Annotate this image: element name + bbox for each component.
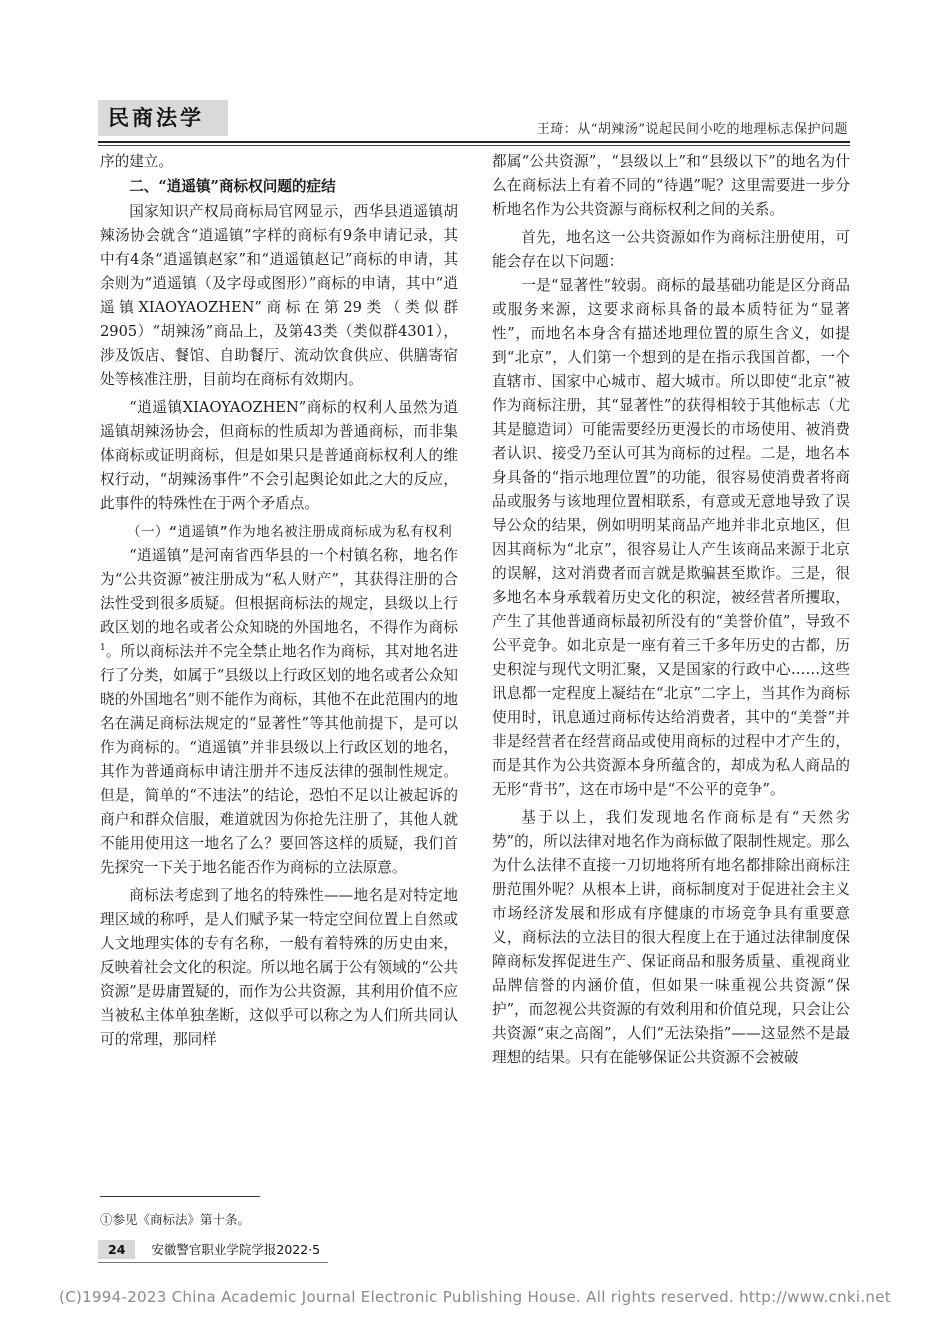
header-rule-thin xyxy=(98,145,850,146)
paragraph: “逍遥镇”是河南省西华县的一个村镇名称，地名作为“公共资源”被注册成为“私人财产”，其获得注册的合法性受到很多质疑。但根据商标法的规定，县级以上行政区划的地名或者公众知晓的外国地名，不得作为商标$^1$。所以商标法并不完全禁止地名作为商标，其对地名进行了分类，如属于“县级以上行政区划的地名或者公众知晓的外国地名”则不能作为商标，其他不在此范围内的地名在满足商标法规定的“显著性”等其他前提下，是可以作为商标的。“逍遥镇”并非县级以上行政区划的地名，其作为普通商标申请注册并不违反法律的强制性规定。但是，简单的“不违法”的结论，恐怕不足以让被起诉的商户和群众信服，难道就因为你抢先注册了，其他人就不能用使用这一地名了么？要回答这样的质疑，我们首先探究一下关于地名能否作为商标的立法原意。 xyxy=(100,547,458,876)
paragraph: 国家知识产权局商标局官网显示，西华县逍遥镇胡辣汤协会就含“逍遥镇”字样的商标有9条申请记录，其中有4条“逍遥镇赵家”和“逍遥镇赵记”商标的申请，其余则为“逍遥镇（及字母或图形）”商标的申请，其中“逍遥镇XIAOYAOZHEN”商标在第29类（类似群2905）“胡辣汤”商品上，及第43类（类似群4301），涉及饭店、餐馆、自助餐厅、流动饮食供应、供膳寄宿处等核准注册，目前均在商标有效期内。 xyxy=(100,203,458,388)
folio xyxy=(98,1240,320,1259)
paragraph: 首先，地名这一公共资源如作为商标注册使用，可能会存在以下问题： xyxy=(492,229,850,270)
header-rule xyxy=(98,141,850,143)
footnote: ①参见《商标法》第十条。 xyxy=(100,1212,251,1227)
paragraph: 一是“显著性”较弱。商标的最基础功能是区分商品或服务来源，这要求商标具备的最本质特征为“显著性”，而地名本身含有描述地理位置的原生含义，如提到“北京”，人们第一个想到的是在指示我国首都，一个直辖市、国家中心城市、超大城市。所以即使“北京”被作为商标注册，其“显著性”的获得相较于其他标志（尤其是臆造词）可能需要经历更漫长的市场使用、被消费者认识、接受乃至认可其为商标的过程。二是，地名本身具备的“指示地理位置”的功能，很容易使消费者将商品或服务与该地理位置相联系，有意或无意地导致了误导公众的结果，例如明明某商品产地并非北京地区，但因其商标为“北京”，很容易让人产生该商品来源于北京的误解，这对消费者而言就是欺骗甚至欺诈。三是，很多地名本身承载着历史文化的积淀，被经营者所攫取，产生了其他普通商标最初所没有的“美誉价值”，导致不公平竞争。如北京是一座有着三千多年历史的古都，历史积淀与现代文明汇聚，又是国家的行政中心……这些讯息都一定程度上凝结在“北京”二字上，当其作为商标使用时，讯息通过商标传达给消费者，其中的“美誉”并非是经营者在经营商品或使用商标的过程中才产生的，而是其作为公共资源本身所蕴含的，却成为私人商品的无形“背书”，这在市场中是“不公平的竞争”。 xyxy=(492,277,850,798)
footnote-rule xyxy=(100,1196,260,1197)
subsection-heading: （一）“逍遥镇”作为地名被注册成商标成为私有权利 xyxy=(127,524,453,540)
page-number: 24 xyxy=(98,1240,135,1259)
paragraph: 基于以上，我们发现地名作商标是有“天然劣势”的，所以法律对地名作为商标做了限制性规定。那么为什么法律不直接一刀切地将所有地名都排除出商标注册范围外呢？从根本上讲，商标制度对于促进社会主义市场经济发展和形成有序健康的市场竞争具有重要意义，商标法的立法目的很大程度上在于通过法律制度保障商标发挥促进生产、保证商品和服务质量、重视商业品牌信誉的内涵价值，但如果一味重视公共资源“保护”，而忽视公共资源的有效利用和价值兑现，只会让公共资源“束之高阁”，人们“无法染指”——这显然不是最理想的结果。只有在能够保证公共资源不会被破 xyxy=(492,809,850,1066)
paragraph: 序的建立。 xyxy=(100,153,173,170)
journal-name: 安徽警官职业学院学报2022·5 xyxy=(151,1242,321,1257)
right-column xyxy=(492,150,850,1070)
running-title: 王琦：从“胡辣汤”说起民间小吃的地理标志保护问题 xyxy=(536,122,848,137)
copyright-watermark: (C)1994-2023 China Academic Journal Electronic Publishing House. All rights reserved. http://www.cnki.net xyxy=(59,1288,891,1306)
paragraph: “逍遥镇XIAOYAOZHEN”商标的权利人虽然为逍遥镇胡辣汤协会，但商标的性质却为普通商标，而非集体商标或证明商标，但是如果只是普通商标权利人的维权行动，“胡辣汤事件”不会引起舆论如此之大的反应，此事件的特殊性在于两个矛盾点。 xyxy=(100,399,458,512)
folio-rule xyxy=(98,1262,328,1263)
left-column xyxy=(100,150,458,1052)
section-heading: 二、“逍遥镇”商标权问题的症结 xyxy=(129,178,336,195)
section-badge: 民商法学 xyxy=(98,100,228,136)
paragraph: 商标法考虑到了地名的特殊性——地名是对特定地理区域的称呼，是人们赋予某一特定空间位置上自然或人文地理实体的专有名称，一般有着特殊的历史由来，反映着社会文化的积淀。所以地名属于公有领域的“公共资源”是毋庸置疑的，而作为公共资源，其利用价值不应当被私主体单独垄断，这似乎可以称之为人们所共同认可的常理，那同样 xyxy=(100,887,458,1048)
paragraph: 都属“公共资源”，“县级以上”和“县级以下”的地名为什么在商标法上有着不同的“待遇”呢？这里需要进一步分析地名作为公共资源与商标权利之间的关系。 xyxy=(492,153,850,218)
